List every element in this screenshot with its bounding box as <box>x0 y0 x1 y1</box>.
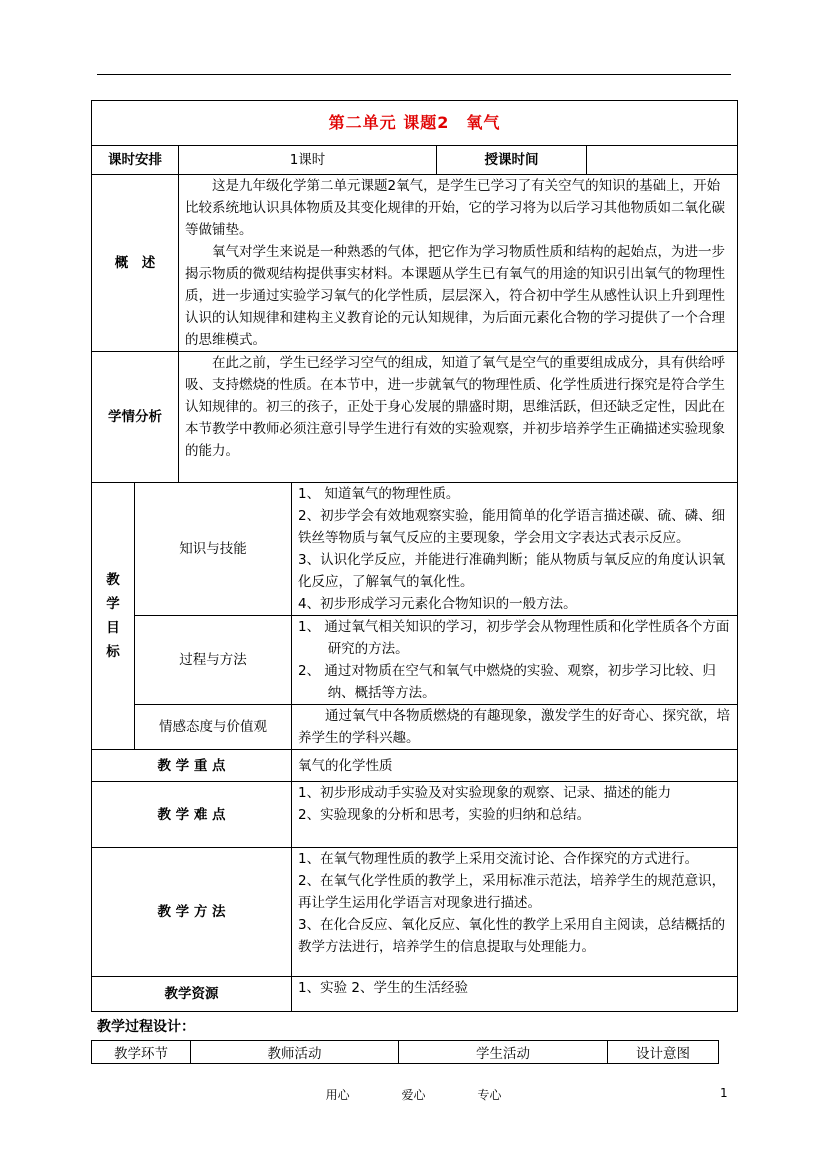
goals-label-char: 标 <box>106 644 120 660</box>
process-content <box>292 616 738 705</box>
overview-paragraph: 这是九年级化学第二单元课题2氧气，是学生已学习了有关空气的知识的基础上，开始比较系统地认识具体物质及其变化规律的开始，它的学习将为以后学习其他物质如二氧化碳等做铺垫。 <box>185 178 725 238</box>
focus-label: 教 学 重 点 <box>92 750 292 782</box>
methods-item: 3、在化合反应、氧化反应、氧化性的教学上采用自主阅读，总结概括的教学方法进行，培养学生的信息提取与处理能力。 <box>298 917 726 955</box>
footer-text: 爱心 <box>401 1088 426 1102</box>
process-design-table <box>91 1040 719 1064</box>
difficulty-content <box>292 782 738 848</box>
page-number: 1 <box>720 1086 728 1100</box>
methods-item: 2、在氧气化学性质的教学上，采用标准示范法，培养学生的规范意识，再让学生运用化学语言对现象进行描述。 <box>298 873 726 911</box>
knowledge-label: 知识与技能 <box>135 483 292 616</box>
process-item: 2、 通过对物质在空气和氧气中燃烧的实验、观察，初步学习比较、归纳、概括等方法。 <box>298 663 716 701</box>
footer-text: 用心 <box>325 1088 350 1102</box>
focus-content: 氧气的化学性质 <box>292 750 738 782</box>
learner-label: 学情分析 <box>92 352 179 483</box>
page-footer <box>0 1086 827 1103</box>
learner-content <box>179 352 738 483</box>
column-header: 教学环节 <box>92 1041 191 1064</box>
column-header: 教师活动 <box>191 1041 399 1064</box>
knowledge-item: 3、认识化学反应，并能进行准确判断；能从物质与氧反应的角度认识氧化反应，了解氧气的氧化性。 <box>298 552 726 590</box>
emotion-label: 情感态度与价值观 <box>135 705 292 750</box>
resources-content: 1、实验 2、学生的生活经验 <box>292 977 738 1012</box>
overview-content <box>179 175 738 352</box>
time-value <box>587 146 738 175</box>
knowledge-item: 1、 知道氧气的物理性质。 <box>298 486 460 502</box>
time-label: 授课时间 <box>437 146 587 175</box>
goals-label-char: 目 <box>106 620 120 636</box>
methods-content <box>292 848 738 977</box>
goals-label-char: 学 <box>106 596 120 612</box>
methods-label: 教 学 方 法 <box>92 848 292 977</box>
column-header: 设计意图 <box>608 1041 719 1064</box>
goals-label-char: 教 <box>106 572 120 588</box>
knowledge-content <box>292 483 738 616</box>
page-title: 第二单元 课题2 氧气 <box>92 101 738 146</box>
knowledge-item: 2、初步学会有效地观察实验，能用简单的化学语言描述碳、硫、磷、细铁丝等物质与氧气反应的主要现象，学会用文字表达式表示反应。 <box>298 508 726 546</box>
header-rule <box>97 74 731 75</box>
emotion-text: 通过氧气中各物质燃烧的有趣现象，激发学生的好奇心、探究欲，培养学生的学科兴趣。 <box>298 708 730 746</box>
footer-text: 专心 <box>477 1088 502 1102</box>
process-item: 1、 通过氧气相关知识的学习，初步学会从物理性质和化学性质各个方面研究的方法。 <box>298 619 730 657</box>
knowledge-item: 4、初步形成学习元素化合物知识的一般方法。 <box>298 596 577 612</box>
process-label: 过程与方法 <box>135 616 292 705</box>
overview-paragraph: 氧气对学生来说是一种熟悉的气体，把它作为学习物质性质和结构的起始点，为进一步揭示物质的微观结构提供事实材料。本课题从学生已有氧气的用途的知识引出氧气的物理性质，进一步通过实验学习氧气的化学性质，层层深入，符合初中学生从感性认识上升到理性认识的认知规律和建构主义教育论的元认知规律，为后面元素化合物的学习提供了一个合理的思维模式。 <box>185 244 725 348</box>
overview-label: 概 述 <box>92 175 179 352</box>
resources-label: 教学资源 <box>92 977 292 1012</box>
emotion-content <box>292 705 738 750</box>
column-header: 学生活动 <box>399 1041 608 1064</box>
difficulty-item: 2、实验现象的分析和思考，实验的归纳和总结。 <box>298 807 591 823</box>
learner-paragraph: 在此之前，学生已经学习空气的组成，知道了氧气是空气的重要组成成分，具有供给呼吸、支持燃烧的性质。在本节中，进一步就氧气的物理性质、化学性质进行探究是符合学生认知规律的。初三的孩子，正处于身心发展的鼎盛时期，思维活跃，但还缺乏定性，因此在本节教学中教师必须注意引导学生进行有效的实验观察，并初步培养学生正确描述实验现象的能力。 <box>185 355 725 459</box>
goals-label <box>92 483 135 750</box>
methods-item: 1、在氧气物理性质的教学上采用交流讨论、合作探究的方式进行。 <box>298 851 699 867</box>
difficulty-item: 1、初步形成动手实验及对实验现象的观察、记录、描述的能力 <box>298 785 672 801</box>
difficulty-label: 教 学 难 点 <box>92 782 292 848</box>
process-design-title: 教学过程设计： <box>97 1019 195 1035</box>
schedule-label: 课时安排 <box>92 146 179 175</box>
schedule-value: 1课时 <box>179 146 437 175</box>
lesson-plan-table <box>91 100 738 1012</box>
